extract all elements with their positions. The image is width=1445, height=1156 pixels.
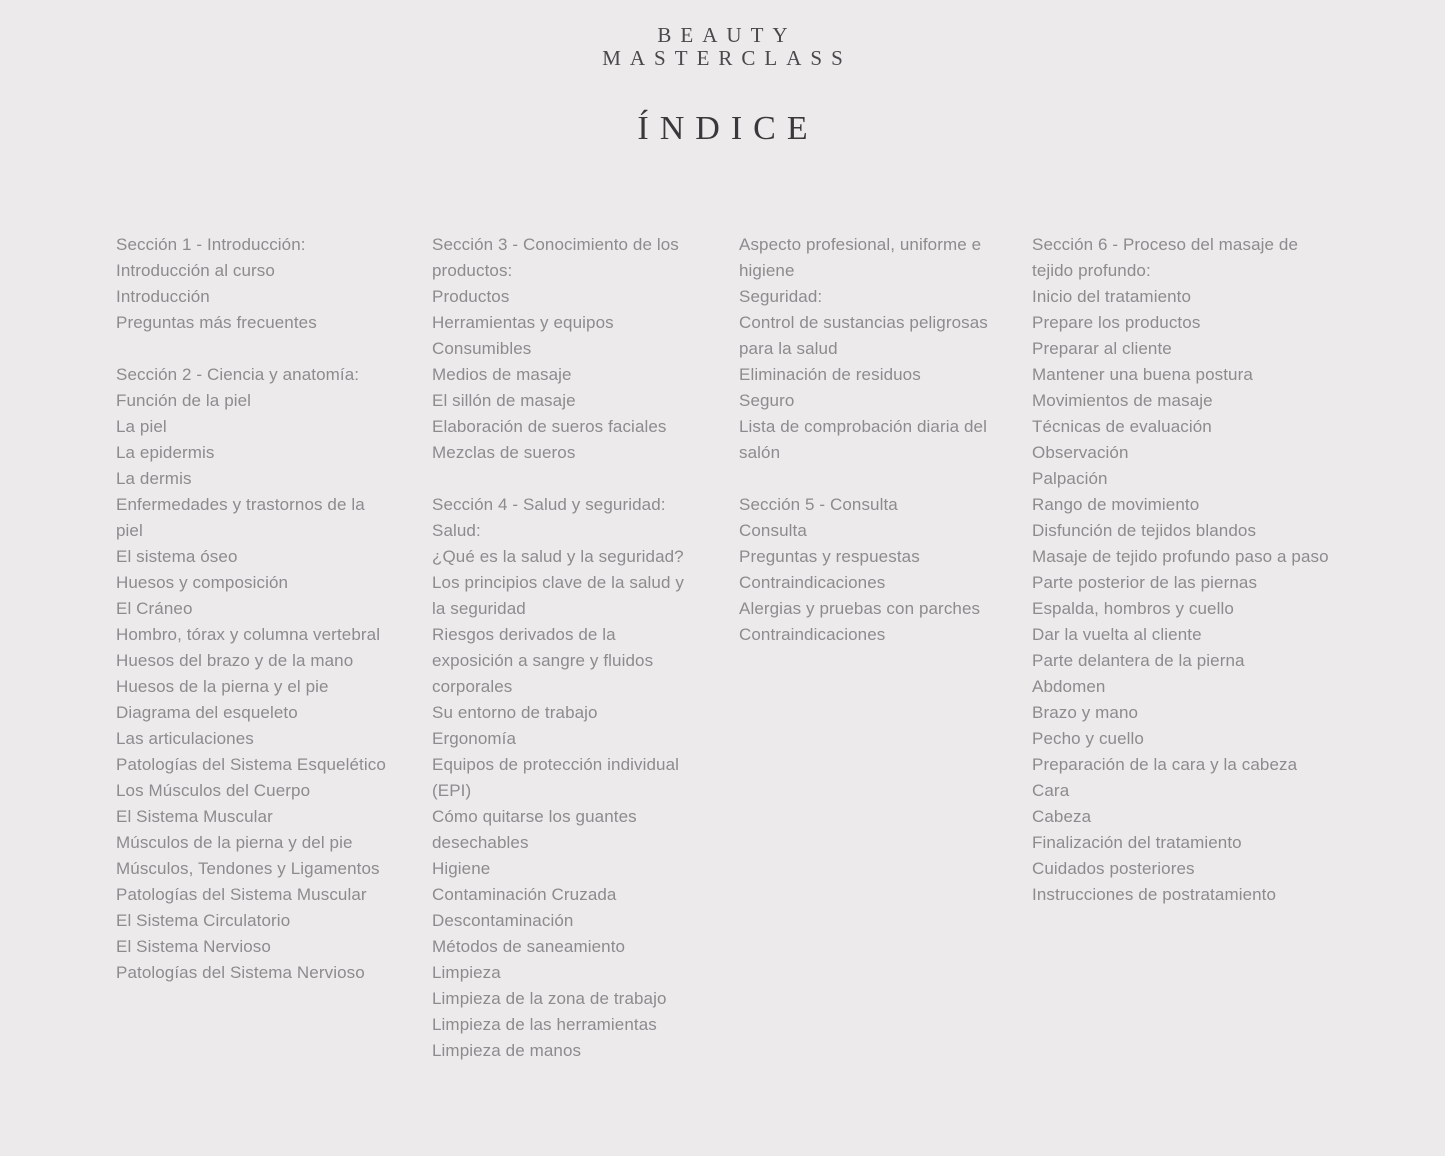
toc-item: Sección 1 - Introducción: <box>116 235 306 254</box>
toc-item: Prepare los productos <box>1032 313 1201 332</box>
toc-item: Seguro <box>739 391 795 410</box>
toc-spacer <box>116 336 388 362</box>
toc-item: La piel <box>116 417 167 436</box>
toc-item: Instrucciones de postratamiento <box>1032 885 1277 904</box>
toc-item: La epidermis <box>116 443 215 462</box>
toc-item: Inicio del tratamiento <box>1032 287 1192 306</box>
toc-item: Aspecto profesional, uniforme e higiene <box>739 235 982 280</box>
toc-column-2 <box>432 232 692 1064</box>
toc-item: Las articulaciones <box>116 729 254 748</box>
toc-item: Patologías del Sistema Nervioso <box>116 963 365 982</box>
toc-item: Enfermedades y trastornos de la piel <box>116 495 365 540</box>
toc-item: Pecho y cuello <box>1032 729 1144 748</box>
toc-item: Técnicas de evaluación <box>1032 417 1212 436</box>
toc-item: Finalización del tratamiento <box>1032 833 1242 852</box>
toc-item: Introducción al curso <box>116 261 275 280</box>
toc-item: Patologías del Sistema Esquelético <box>116 755 386 774</box>
toc-item: Huesos de la pierna y el pie <box>116 677 329 696</box>
toc-item: Elaboración de sueros faciales <box>432 417 667 436</box>
toc-item: Masaje de tejido profundo paso a paso <box>1032 547 1329 566</box>
toc-item: Ergonomía <box>432 729 517 748</box>
toc-item: Preparar al cliente <box>1032 339 1172 358</box>
toc-item: Diagrama del esqueleto <box>116 703 298 722</box>
toc-item: Riesgos derivados de la exposición a sangre y fluidos corporales <box>432 625 654 696</box>
toc-item: Cuidados posteriores <box>1032 859 1195 878</box>
toc-item: Medios de masaje <box>432 365 572 384</box>
toc-item: Consumibles <box>432 339 532 358</box>
toc-item: Sección 2 - Ciencia y anatomía: <box>116 365 360 384</box>
toc-item: Equipos de protección individual (EPI) <box>432 755 680 800</box>
toc-item: Limpieza de la zona de trabajo <box>432 989 667 1008</box>
toc-item: Preguntas y respuestas <box>739 547 920 566</box>
brand-line-2: MASTERCLASS <box>602 46 852 70</box>
toc-item: Cara <box>1032 781 1070 800</box>
toc-column-3 <box>739 232 991 648</box>
toc-item: Introducción <box>116 287 210 306</box>
toc-item: El Sistema Circulatorio <box>116 911 291 930</box>
toc-item: El sistema óseo <box>116 547 238 566</box>
page-title: ÍNDICE <box>637 110 819 147</box>
toc-item: Brazo y mano <box>1032 703 1139 722</box>
toc-item: El Sistema Nervioso <box>116 937 271 956</box>
toc-item: Productos <box>432 287 510 306</box>
toc-item: Sección 4 - Salud y seguridad: <box>432 495 666 514</box>
toc-item: Movimientos de masaje <box>1032 391 1213 410</box>
toc-item: Músculos, Tendones y Ligamentos <box>116 859 380 878</box>
brand-logo <box>0 24 1445 70</box>
toc-item: El Cráneo <box>116 599 193 618</box>
toc-item: Preparación de la cara y la cabeza <box>1032 755 1298 774</box>
toc-column-1 <box>116 232 388 986</box>
toc-item: Cómo quitarse los guantes desechables <box>432 807 637 852</box>
brand-line-1: BEAUTY <box>657 23 797 47</box>
toc-item: Métodos de saneamiento <box>432 937 626 956</box>
toc-item: Mantener una buena postura <box>1032 365 1253 384</box>
toc-item: Preguntas más frecuentes <box>116 313 317 332</box>
toc-item: Cabeza <box>1032 807 1092 826</box>
toc-item: Contraindicaciones <box>739 625 886 644</box>
toc-item: Limpieza <box>432 963 501 982</box>
toc-item: La dermis <box>116 469 192 488</box>
toc-item: Higiene <box>432 859 491 878</box>
toc-item: El Sistema Muscular <box>116 807 273 826</box>
toc-item: Consulta <box>739 521 807 540</box>
toc-item: Parte posterior de las piernas <box>1032 573 1258 592</box>
toc-item: Contaminación Cruzada <box>432 885 617 904</box>
toc-item: Limpieza de manos <box>432 1041 582 1060</box>
toc-item: Huesos y composición <box>116 573 289 592</box>
toc-item: Hombro, tórax y columna vertebral <box>116 625 381 644</box>
toc-item: Disfunción de tejidos blandos <box>1032 521 1257 540</box>
toc-item: Lista de comprobación diaria del salón <box>739 417 987 462</box>
toc-item: Palpación <box>1032 469 1108 488</box>
toc-item: Alergias y pruebas con parches <box>739 599 981 618</box>
toc-item: Los principios clave de la salud y la seguridad <box>432 573 684 618</box>
toc-item: Seguridad: <box>739 287 823 306</box>
toc-item: Abdomen <box>1032 677 1106 696</box>
toc-spacer <box>432 466 692 492</box>
toc-item: Función de la piel <box>116 391 252 410</box>
toc-item: Descontaminación <box>432 911 574 930</box>
toc-item: Los Músculos del Cuerpo <box>116 781 311 800</box>
toc-item: Patologías del Sistema Muscular <box>116 885 367 904</box>
toc-item: Parte delantera de la pierna <box>1032 651 1245 670</box>
toc-item: Limpieza de las herramientas <box>432 1015 657 1034</box>
toc-item: Contraindicaciones <box>739 573 886 592</box>
toc-item: Sección 6 - Proceso del masaje de tejido profundo: <box>1032 235 1298 280</box>
toc-item: Rango de movimiento <box>1032 495 1200 514</box>
toc-item: Observación <box>1032 443 1129 462</box>
toc-item: Eliminación de residuos <box>739 365 921 384</box>
toc-item: Huesos del brazo y de la mano <box>116 651 354 670</box>
toc-item: Espalda, hombros y cuello <box>1032 599 1234 618</box>
toc-item: Sección 3 - Conocimiento de los productos: <box>432 235 679 280</box>
toc-item: Su entorno de trabajo <box>432 703 598 722</box>
toc-item: Control de sustancias peligrosas para la salud <box>739 313 988 358</box>
toc-column-4 <box>1032 232 1332 908</box>
toc-item: El sillón de masaje <box>432 391 576 410</box>
toc-item: Dar la vuelta al cliente <box>1032 625 1202 644</box>
toc-item: ¿Qué es la salud y la seguridad? <box>432 547 684 566</box>
toc-item: Sección 5 - Consulta <box>739 495 898 514</box>
toc-item: Mezclas de sueros <box>432 443 576 462</box>
toc-item: Herramientas y equipos <box>432 313 614 332</box>
toc-item: Salud: <box>432 521 481 540</box>
toc-spacer <box>739 466 991 492</box>
toc-item: Músculos de la pierna y del pie <box>116 833 353 852</box>
